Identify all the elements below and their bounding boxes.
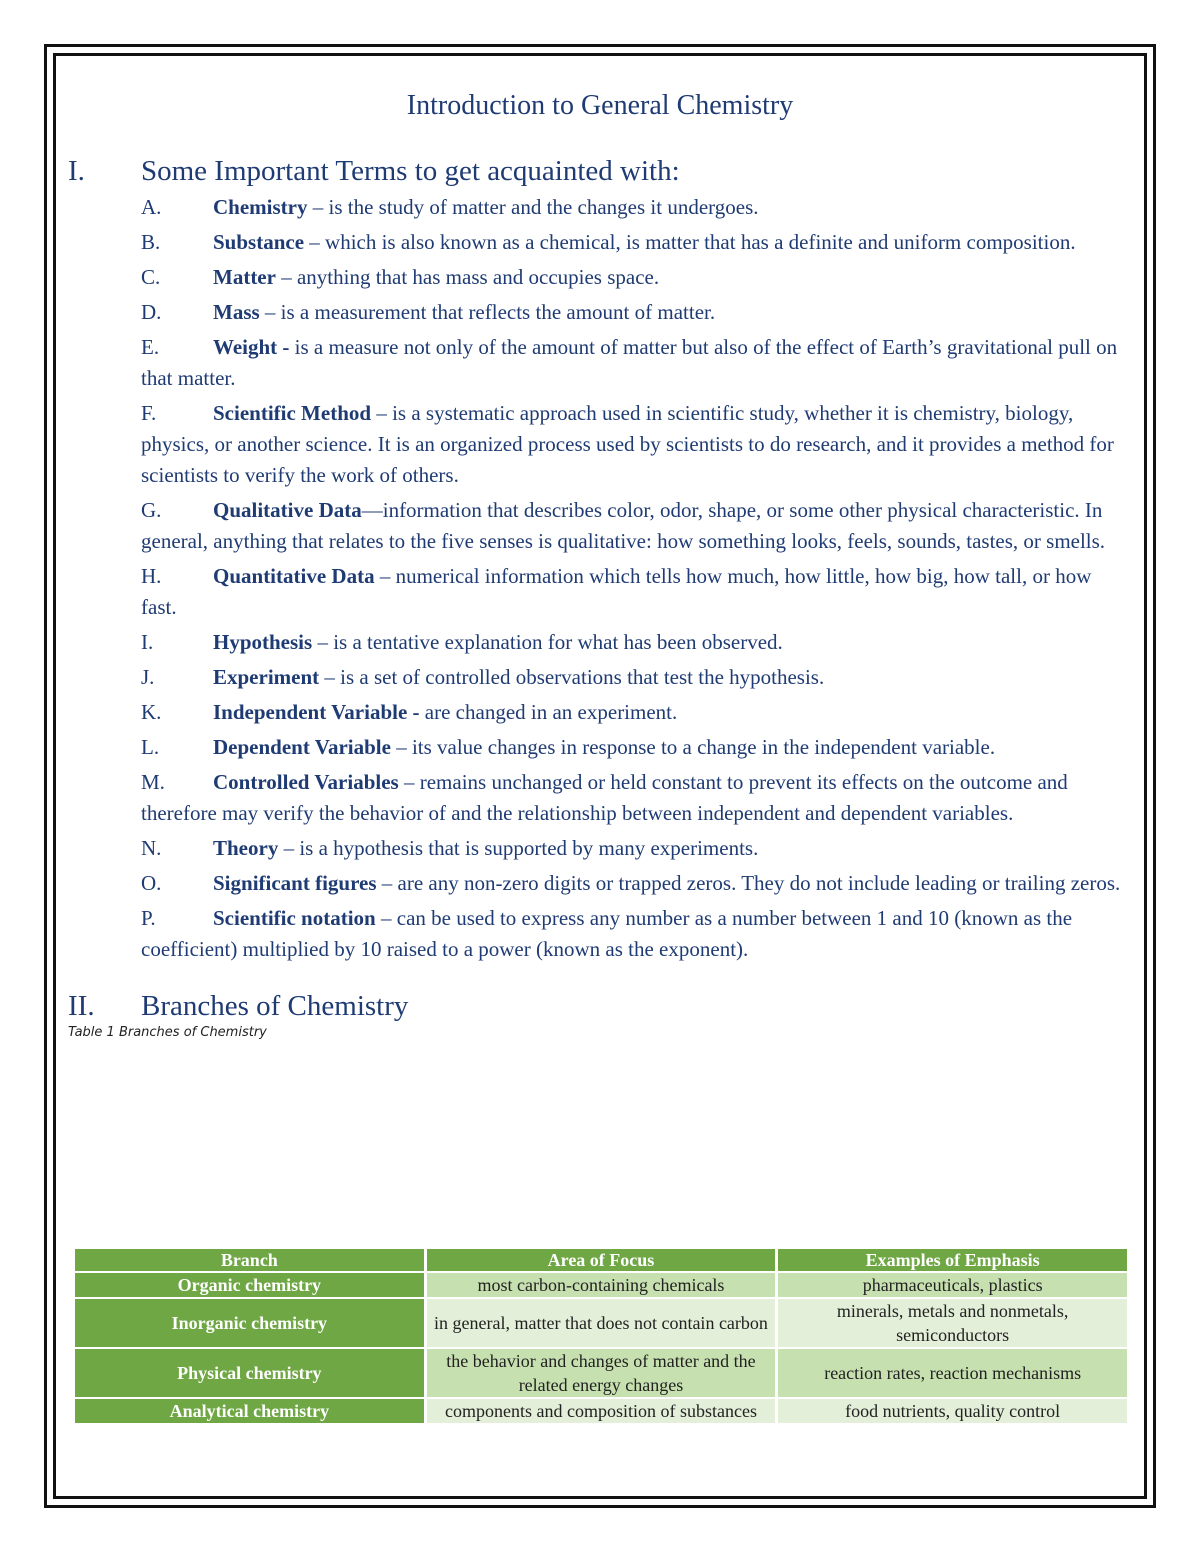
term-letter: C. [141, 264, 161, 289]
term-item [141, 262, 1132, 293]
term-name: Quantitative Data [213, 563, 375, 588]
section-2-numeral: II. [68, 989, 95, 1022]
term-definition: – is a measurement that reflects the amount of matter. [259, 299, 716, 324]
section-2 [68, 991, 1132, 1040]
column-header: Examples of Emphasis [778, 1249, 1127, 1271]
term-definition: are changed in an experiment. [419, 699, 678, 724]
column-header: Area of Focus [427, 1249, 776, 1271]
term-letter: L. [141, 734, 160, 759]
table-cell: reaction rates, reaction mechanisms [778, 1349, 1127, 1397]
term-definition: – is a tentative explanation for what has been observed. [312, 629, 783, 654]
term-definition: – are any non-zero digits or trapped zeros. They do not include leading or trailing zeros. [376, 870, 1121, 895]
term-name: Chemistry [213, 194, 308, 219]
table-cell: components and composition of substances [427, 1399, 776, 1423]
term-item [141, 697, 1132, 728]
term-name: Qualitative Data [213, 497, 362, 522]
term-item [141, 767, 1132, 829]
term-definition: – numerical information which tells how much, how little, how big, how tall, or how fast. [141, 563, 1092, 619]
term-letter: B. [141, 229, 161, 254]
term-name: Scientific notation [213, 905, 376, 930]
term-letter: G. [141, 497, 162, 522]
table-cell: pharmaceuticals, plastics [778, 1273, 1127, 1297]
table-row [75, 1349, 1127, 1397]
table-cell: Inorganic chemistry [75, 1299, 424, 1347]
term-definition: – can be used to express any number as a number between 1 and 10 (known as the coefficient) multiplied by 10 raised to a power (known as the exponent). [141, 905, 1073, 961]
term-name: Hypothesis [213, 629, 313, 654]
term-item [141, 495, 1132, 557]
table-cell: most carbon-containing chemicals [427, 1273, 776, 1297]
term-name: Experiment [213, 664, 320, 689]
branches-table [72, 1247, 1130, 1425]
term-definition: – is a hypothesis that is supported by many experiments. [278, 835, 759, 860]
term-letter: P. [141, 905, 156, 930]
term-definition: – is a systematic approach used in scientific study, whether it is chemistry, biology, physics, or another science. It is an organized process used by scientists to do research, and it provides a method for scientists to verify the work of others. [141, 400, 1114, 487]
term-name: Mass [213, 299, 260, 324]
term-name: Matter [213, 264, 276, 289]
section-1-heading [68, 156, 1132, 188]
term-item [141, 868, 1132, 899]
section-2-heading [68, 991, 1132, 1023]
term-item [141, 332, 1132, 394]
term-letter: K. [141, 699, 162, 724]
term-item [141, 398, 1132, 491]
term-letter: O. [141, 870, 162, 895]
term-definition: – is a set of controlled observations that test the hypothesis. [319, 664, 825, 689]
term-definition: – is the study of matter and the changes it undergoes. [307, 194, 759, 219]
term-item [141, 662, 1132, 693]
term-definition: is a measure not only of the amount of matter but also of the effect of Earth’s gravitational pull on that matter. [141, 334, 1118, 390]
term-letter: F. [141, 400, 157, 425]
term-item [141, 192, 1132, 223]
table-cell: Organic chemistry [75, 1273, 424, 1297]
term-definition: – remains unchanged or held constant to prevent its effects on the outcome and therefore may verify the behavior of and the relationship between independent and dependent variables. [141, 769, 1068, 825]
section-2-title: Branches of Chemistry [141, 989, 409, 1022]
term-letter: E. [141, 334, 160, 359]
term-definition: – which is also known as a chemical, is matter that has a definite and uniform composition. [304, 229, 1076, 254]
terms-list [141, 192, 1132, 965]
column-header: Branch [75, 1249, 424, 1271]
term-name: Scientific Method [213, 400, 372, 425]
term-letter: A. [141, 194, 162, 219]
term-definition: – its value changes in response to a change in the independent variable. [390, 734, 996, 759]
term-letter: I. [141, 629, 154, 654]
table-cell: Analytical chemistry [75, 1399, 424, 1423]
term-letter: N. [141, 835, 162, 860]
term-item [141, 297, 1132, 328]
table-cell: the behavior and changes of matter and the related energy changes [427, 1349, 776, 1397]
term-definition: —information that describes color, odor, shape, or some other physical characteristic. In general, anything that relates to the five senses is qualitative: how something looks, feels, sounds, tastes, or smells. [141, 497, 1106, 553]
term-name: Controlled Variables [213, 769, 399, 794]
term-name: Independent Variable - [213, 699, 420, 724]
term-item [141, 833, 1132, 864]
term-name: Weight - [213, 334, 290, 359]
term-item [141, 561, 1132, 623]
term-name: Substance [213, 229, 305, 254]
table-header-row [75, 1249, 1127, 1271]
term-name: Dependent Variable [213, 734, 391, 759]
term-name: Significant figures [213, 870, 377, 895]
table-cell: Physical chemistry [75, 1349, 424, 1397]
document-title: Introduction to General Chemistry [406, 90, 794, 121]
table-row [75, 1273, 1127, 1297]
section-1-title: Some Important Terms to get acquainted with: [141, 155, 680, 187]
table-cell: minerals, metals and nonmetals, semiconductors [778, 1299, 1127, 1347]
table-cell: in general, matter that does not contain carbon [427, 1299, 776, 1347]
term-item [141, 227, 1132, 258]
table-caption: Table 1 Branches of Chemistry [68, 1024, 267, 1040]
term-definition: – anything that has mass and occupies space. [275, 264, 660, 289]
table-row [75, 1399, 1127, 1423]
section-1-numeral: I. [68, 155, 85, 187]
term-name: Theory [213, 835, 279, 860]
term-letter: M. [141, 769, 165, 794]
table-row [75, 1299, 1127, 1347]
term-item [141, 903, 1132, 965]
term-letter: J. [141, 664, 155, 689]
term-letter: D. [141, 299, 162, 324]
table-cell: food nutrients, quality control [778, 1399, 1127, 1423]
term-item [141, 627, 1132, 658]
document-body [68, 90, 1132, 1040]
term-letter: H. [141, 563, 162, 588]
term-item [141, 732, 1132, 763]
